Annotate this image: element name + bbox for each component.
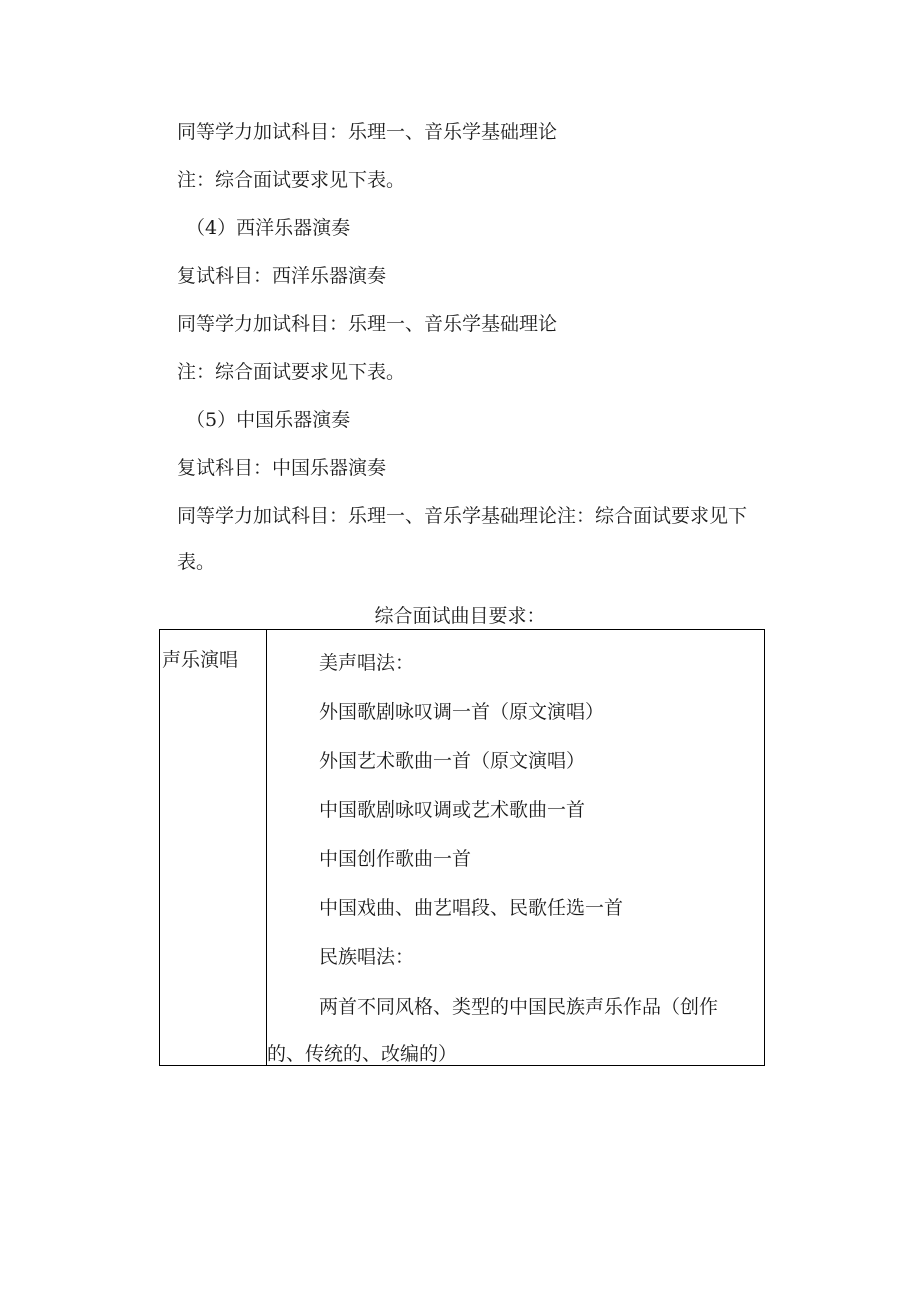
table-line-bel-canto-heading: 美声唱法： — [319, 652, 415, 674]
table-line-opera-folk: 中国戏曲、曲艺唱段、民歌任选一首 — [319, 897, 624, 919]
paragraph-equivalent-exam-2: 同等学力加试科目：乐理一、音乐学基础理论 — [177, 313, 558, 335]
table-category-cell: 声乐演唱 — [162, 649, 239, 671]
paragraph-equivalent-exam-1: 同等学力加试科目：乐理一、音乐学基础理论 — [177, 121, 558, 143]
table-line-foreign-art-song: 外国艺术歌曲一首（原文演唱） — [319, 750, 586, 772]
section-heading-chinese-instruments: （5）中国乐器演奏 — [186, 409, 351, 431]
paragraph-equivalent-exam-3: 同等学力加试科目：乐理一、音乐学基础理论注：综合面试要求见下 — [177, 505, 748, 527]
table-column-divider — [266, 630, 267, 1065]
table-line-ethnic-works-cont: 的、传统的、改编的） — [267, 1043, 458, 1065]
paragraph-equivalent-exam-3-cont: 表。 — [177, 551, 216, 573]
paragraph-note-2: 注：综合面试要求见下表。 — [177, 361, 406, 383]
table-line-chinese-song: 中国创作歌曲一首 — [319, 848, 472, 870]
table-line-foreign-aria: 外国歌剧咏叹调一首（原文演唱） — [319, 701, 605, 723]
paragraph-retest-chinese: 复试科目：中国乐器演奏 — [177, 457, 387, 479]
table-line-ethnic-heading: 民族唱法： — [319, 946, 415, 968]
paragraph-note-1: 注：综合面试要求见下表。 — [177, 169, 406, 191]
paragraph-retest-western: 复试科目：西洋乐器演奏 — [177, 265, 387, 287]
table-line-ethnic-works: 两首不同风格、类型的中国民族声乐作品（创作 — [319, 996, 719, 1018]
table-title: 综合面试曲目要求： — [374, 605, 546, 627]
requirements-table — [159, 629, 765, 1066]
section-heading-western-instruments: （4）西洋乐器演奏 — [186, 217, 351, 239]
table-line-chinese-aria: 中国歌剧咏叹调或艺术歌曲一首 — [319, 799, 586, 821]
